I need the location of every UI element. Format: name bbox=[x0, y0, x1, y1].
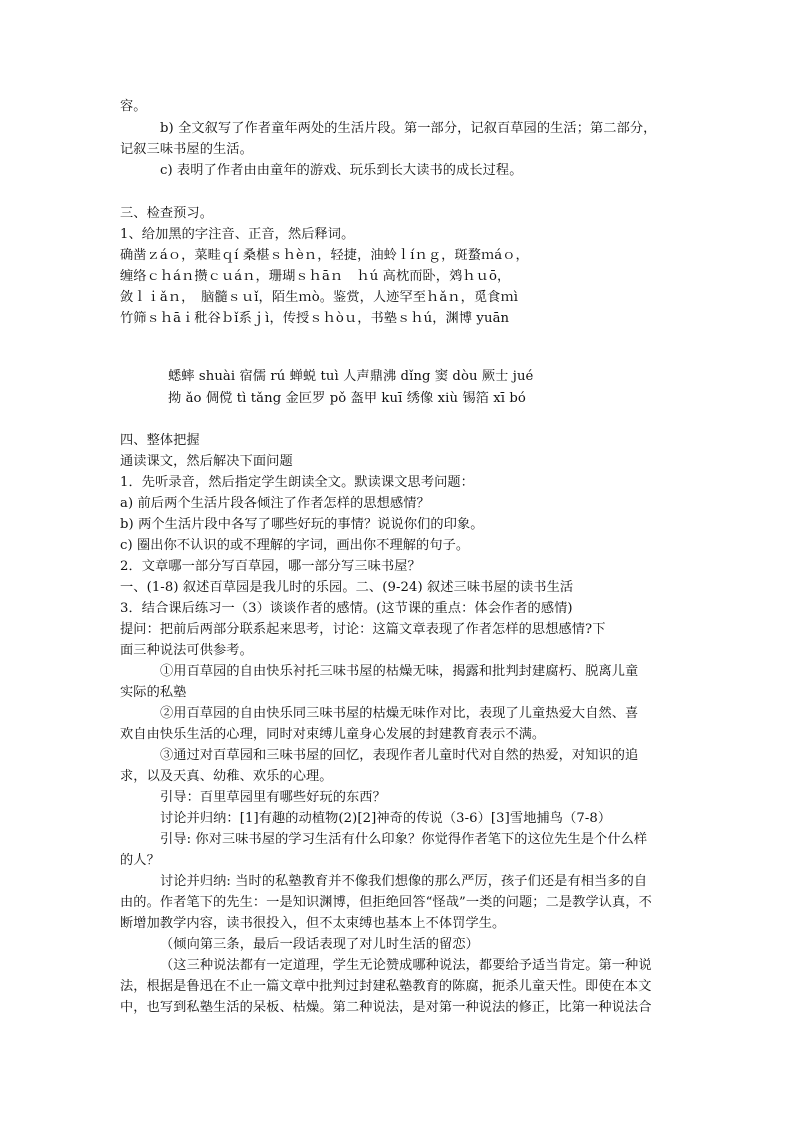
text-line: 三、检查预习。 bbox=[120, 206, 214, 221]
text-line: 求，以及天真、幼稚、欢乐的心理。 bbox=[120, 769, 333, 784]
text-line: 1．先听录音，然后指定学生朗读全文。默读课文思考问题： bbox=[120, 475, 474, 490]
text-line: 引导: 你对三味书屋的学习生活有什么印象？你觉得作者笔下的这位先生是个什么样 bbox=[160, 832, 648, 847]
text-line: （这三种说法都有一定道理，学生无论赞成哪种说法，都要给予适当肯定。第一种说 bbox=[160, 958, 652, 973]
text-line: b) 两个生活片段中各写了哪些好玩的事情？说说你们的印象。 bbox=[120, 517, 484, 532]
text-line: 断增加教学内容，读书很投入，但不太束缚也基本上不体罚学生。 bbox=[120, 916, 506, 931]
text-line: 蟋蟀 shuài 宿儒 rú 蝉蜕 tuì 人声鼎沸 dǐng 窦 dòu 厥士 jué bbox=[168, 369, 534, 384]
text-line: ①用百草园的自由快乐衬托三味书屋的枯燥无味，揭露和批判封建腐朽、脱离儿童 bbox=[160, 664, 639, 679]
text-line: 实际的私塾 bbox=[120, 685, 187, 700]
text-line: （倾向第三条，最后一段话表现了对儿时生活的留恋） bbox=[160, 937, 479, 952]
text-line: 引导：百里草园里有哪些好玩的东西？ bbox=[160, 790, 386, 805]
text-line: 欢自由快乐生活的心理，同时对束缚儿童身心发展的封建教育表示不满。 bbox=[120, 727, 546, 742]
text-line: 缠络ｃｈáｎ攒ｃｕáｎ，珊瑚ｓｈāｎ ｈú 高枕而卧，䴔ｈｕō， bbox=[120, 269, 511, 284]
text-line: ②用百草园的自由快乐同三味书屋的枯燥无味作对比，表现了儿童热爱大自然、喜 bbox=[160, 706, 639, 721]
text-line: 讨论并归纳：[1]有趣的动植物(2)[2]神奇的传说（3-6）[3]雪地捕鸟（7-8） bbox=[160, 811, 612, 826]
text-line: 由的。作者笔下的先生：一是知识渊博，但拒绝回答“怪哉”一类的问题；二是教学认真，不 bbox=[120, 895, 652, 910]
text-line: 提问：把前后两部分联系起来思考，讨论：这篇文章表现了作者怎样的思想感情?下 bbox=[120, 622, 606, 637]
text-line: 2．文章哪一部分写百草园，哪一部分写三味书屋？ bbox=[120, 559, 421, 574]
text-line: 中，也写到私塾生活的呆板、枯燥。第二种说法，是对第一种说法的修正，比第一种说法合 bbox=[120, 1000, 652, 1015]
text-line: 3．结合课后练习一（3）谈谈作者的感情。(这节课的重点：体会作者的感情) bbox=[120, 601, 573, 616]
text-line: 法，根据是鲁迅在不止一篇文章中批判过封建私塾教育的陈腐，扼杀儿童天性。即使在本文 bbox=[120, 979, 652, 994]
text-line: 容。 bbox=[120, 99, 147, 114]
text-line: b) 全文叙写了作者童年两处的生活片段。第一部分，记叙百草园的生活；第二部分， bbox=[160, 121, 657, 136]
text-line: 面三种说法可供参考。 bbox=[120, 643, 253, 658]
text-line: 四、整体把握 bbox=[120, 433, 200, 448]
text-line: a) 前后两个生活片段各倾注了作者怎样的思想感情？ bbox=[120, 496, 430, 511]
text-line: 通读课文，然后解决下面问题 bbox=[120, 454, 293, 469]
text-line: 记叙三味书屋的生活。 bbox=[120, 142, 253, 157]
text-line: 拗 ǎo 倜傥 tì tǎng 金叵罗 pǒ 盔甲 kuī 绣像 xiù 锡箔 xī bó bbox=[168, 391, 526, 406]
text-line: c) 圈出你不认识的或不理解的字词，画出你不理解的句子。 bbox=[120, 538, 470, 553]
text-line: 确凿ｚáｏ，菜畦ｑí 桑椹ｓｈèｎ，轻捷，油蛉ｌíｎｇ，斑蝥ｍáｏ， bbox=[120, 248, 529, 263]
text-line: c) 表明了作者由由童年的游戏、玩乐到长大读书的成长过程。 bbox=[160, 163, 523, 178]
text-line: 1、给加黑的字注音、正音，然后释词。 bbox=[120, 227, 355, 242]
text-line: ③通过对百草园和三味书屋的回忆，表现作者儿童时代对自然的热爱，对知识的追 bbox=[160, 748, 639, 763]
text-line: 竹筛ｓｈāｉ秕谷ｂǐ系ｊì，传授ｓｈòｕ，书塾ｓｈú，渊博 yuān bbox=[120, 311, 510, 326]
text-line: 一、(1-8) 叙述百草园是我儿时的乐园。二、(9-24) 叙述三味书屋的读书生活 bbox=[120, 580, 574, 595]
text-line: 敛ｌｉǎｎ， 脑髓ｓｕǐ，陌生ｍò。鉴赏，人迹罕至ｈǎｎ，觅食ｍì bbox=[120, 290, 519, 305]
text-line: 讨论并归纳: 当时的私塾教育并不像我们想像的那么严厉，孩子们还是有相当多的自 bbox=[160, 874, 648, 889]
text-line: 的人？ bbox=[120, 853, 160, 868]
